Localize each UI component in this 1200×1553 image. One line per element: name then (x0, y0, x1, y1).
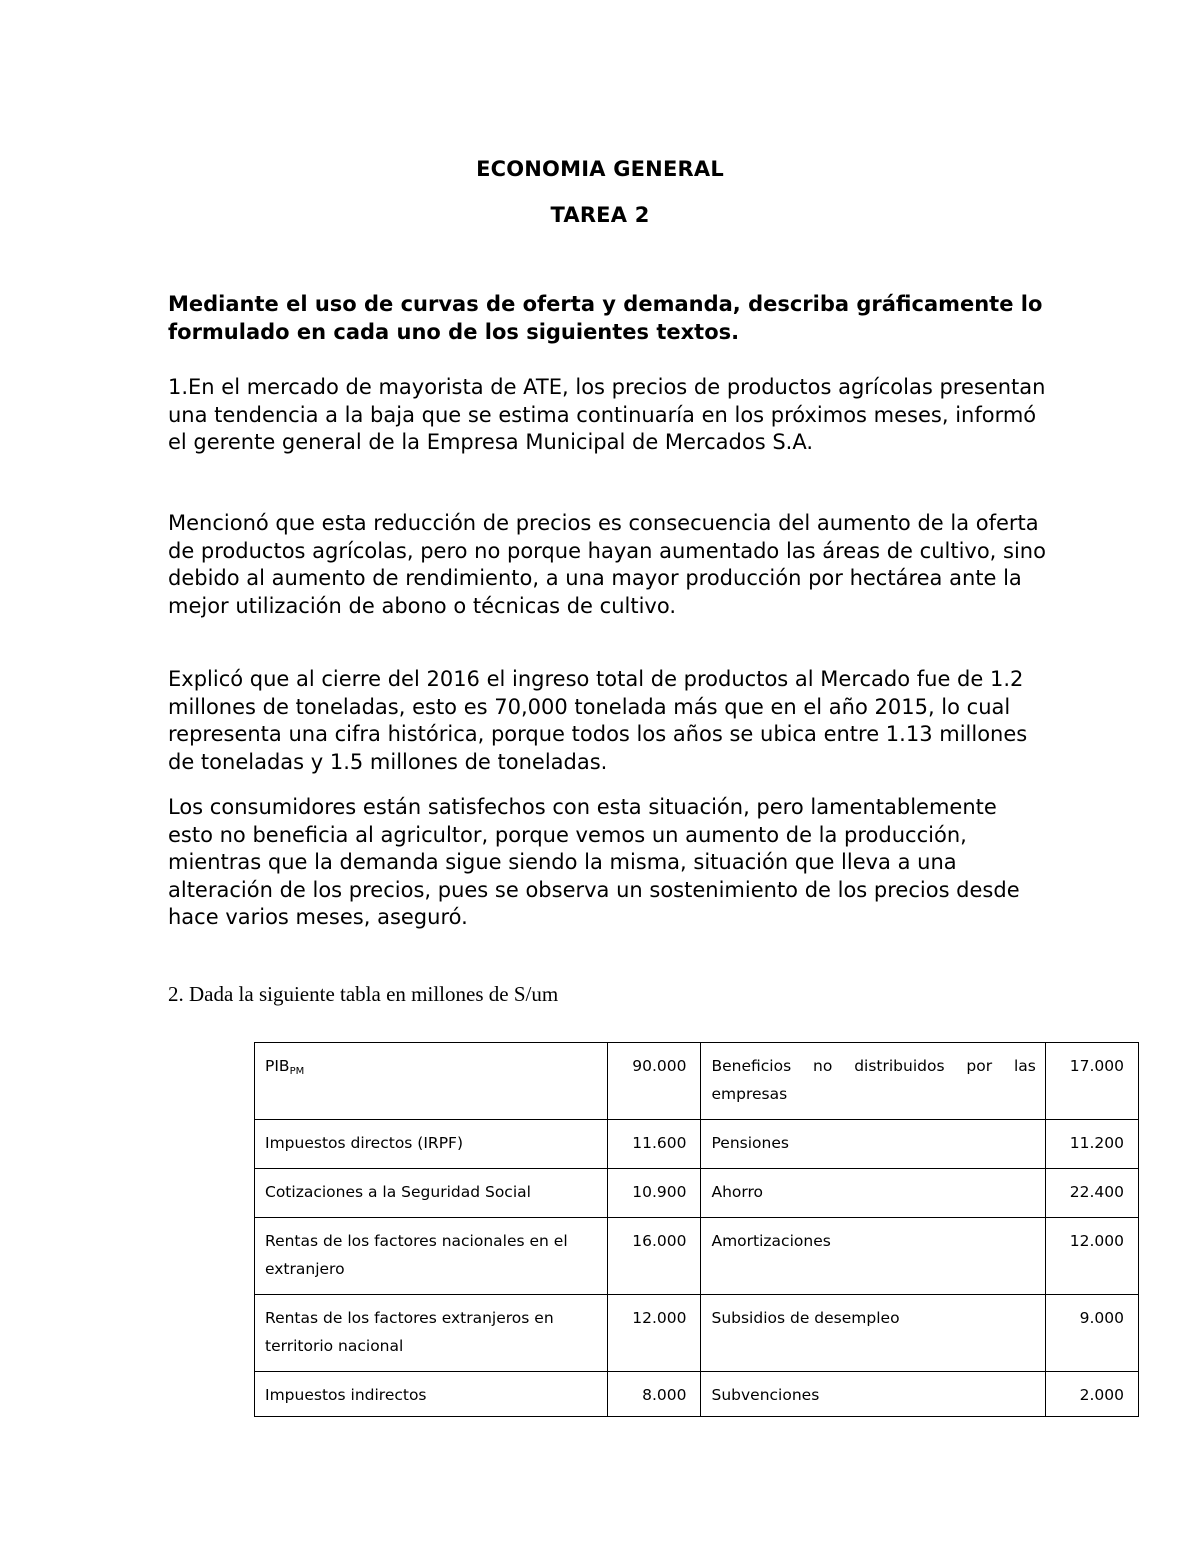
right-value-cell: 11.200 (1045, 1120, 1138, 1169)
question1-paragraph1: 1.En el mercado de mayorista de ATE, los precios de productos agrícolas presentan una tendencia a la baja que se estima continuaría en los próximos meses, informó el gerente general de la Empresa Municipal de Mercados S.A. (168, 375, 1046, 454)
left-label: Rentas de los factores extranjeros en territorio nacional (265, 1309, 554, 1355)
table-row (255, 1218, 1139, 1295)
left-label-cell (255, 1169, 608, 1218)
left-value-cell: 16.000 (608, 1218, 701, 1295)
right-label-cell: Subvenciones (701, 1372, 1045, 1417)
table-row (255, 1372, 1139, 1417)
right-label-cell: Amortizaciones (701, 1218, 1045, 1295)
document-subtitle: TAREA 2 (550, 203, 650, 227)
table-row (255, 1295, 1139, 1372)
left-value-cell: 10.900 (608, 1169, 701, 1218)
instructions-text: Mediante el uso de curvas de oferta y demanda, describa gráficamente lo formulado en cada uno de los siguientes textos. (168, 292, 1043, 344)
left-value-cell: 90.000 (608, 1043, 701, 1120)
right-label-cell: Pensiones (701, 1120, 1045, 1169)
document-title: ECONOMIA GENERAL (476, 157, 724, 181)
left-value-cell: 8.000 (608, 1372, 701, 1417)
question1-paragraph4: Los consumidores están satisfechos con esta situación, pero lamentablemente esto no beneficia al agricultor, porque vemos un aumento de la producción, mientras que la demanda sigue siendo la misma, situación que lleva a una alteración de los precios, pues se observa un sostenimiento de los precios desde hace varios meses, aseguró. (168, 795, 1020, 929)
left-label-cell (255, 1372, 608, 1417)
left-label: Cotizaciones a la Seguridad Social (265, 1183, 531, 1201)
economic-data-table (254, 1042, 1139, 1417)
table-row (255, 1169, 1139, 1218)
left-label: PIB (265, 1057, 290, 1075)
question2-label: 2. Dada la siguiente tabla en millones de S/um (168, 982, 559, 1006)
left-label-cell (255, 1120, 608, 1169)
right-value-cell: 2.000 (1045, 1372, 1138, 1417)
table-row (255, 1120, 1139, 1169)
left-value-cell: 11.600 (608, 1120, 701, 1169)
question1-paragraph3: Explicó que al cierre del 2016 el ingreso total de productos al Mercado fue de 1.2 millones de toneladas, esto es 70,000 tonelada más que en el año 2015, lo cual representa una cifra histórica, porque todos los años se ubica entre 1.13 millones de toneladas y 1.5 millones de toneladas. (168, 667, 1028, 774)
right-value-cell: 22.400 (1045, 1169, 1138, 1218)
right-value-cell: 12.000 (1045, 1218, 1138, 1295)
left-label-cell (255, 1043, 608, 1120)
right-label-cell: Beneficios no distribuidos por las empresas (701, 1043, 1045, 1120)
left-label-cell (255, 1218, 608, 1295)
right-label-cell: Ahorro (701, 1169, 1045, 1218)
left-label-subscript: PM (289, 1066, 305, 1077)
right-value-cell: 9.000 (1045, 1295, 1138, 1372)
question1-paragraph2: Mencionó que esta reducción de precios es consecuencia del aumento de la oferta de productos agrícolas, pero no porque hayan aumentado las áreas de cultivo, sino debido al aumento de rendimiento, a una mayor producción por hectárea ante la mejor utilización de abono o técnicas de cultivo. (168, 511, 1046, 618)
right-value-cell: 17.000 (1045, 1043, 1138, 1120)
left-label: Rentas de los factores nacionales en el extranjero (265, 1232, 568, 1278)
left-label-cell (255, 1295, 608, 1372)
left-label: Impuestos directos (IRPF) (265, 1134, 464, 1152)
table-row (255, 1043, 1139, 1120)
right-label-cell: Subsidios de desempleo (701, 1295, 1045, 1372)
left-value-cell: 12.000 (608, 1295, 701, 1372)
left-label: Impuestos indirectos (265, 1386, 427, 1404)
